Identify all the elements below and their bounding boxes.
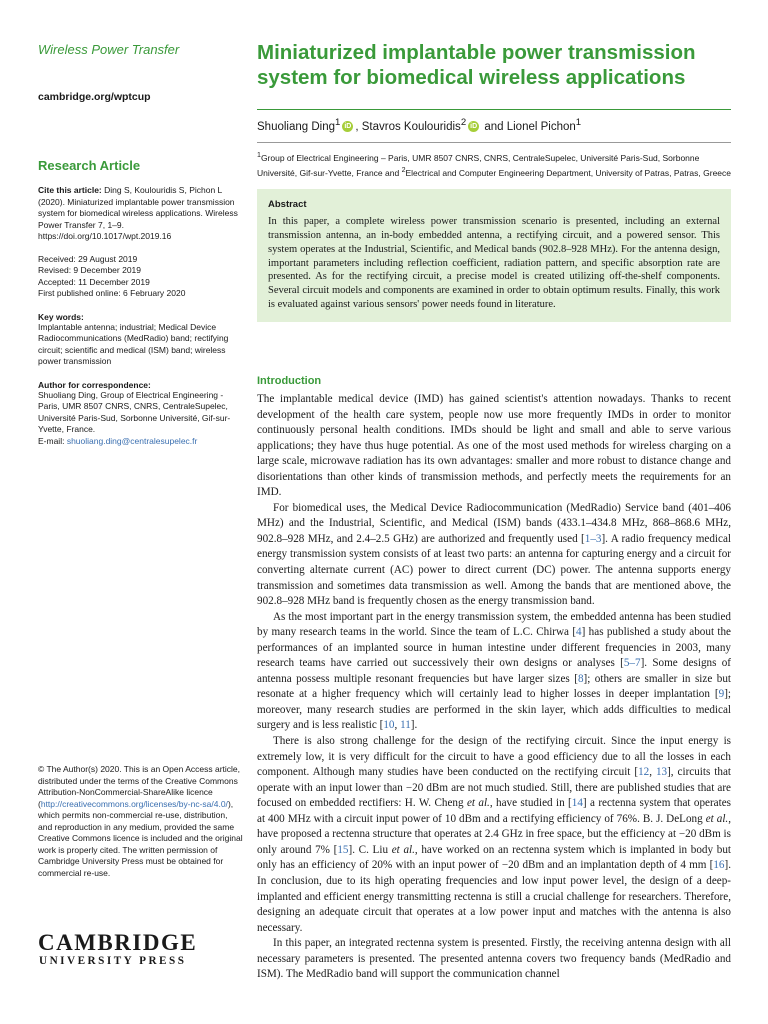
correspondence-text — [38, 390, 243, 448]
p2-text-b: ]. A radio frequency medical energy transmission system consists of at least two parts: an antenna for capturing energy and a circuit for converting alternate current (AC) power to direct current (DC) power. The antenna supports energy transmission and sometimes data transmission as well. Among the bands that are mentioned above, the 902.8–928 MHz band is frequently chosen as the energy transmission band. — [257, 532, 732, 608]
date-published: First published online: 6 February 2020 — [38, 288, 186, 298]
paragraph-3 — [257, 610, 731, 734]
keywords-heading: Key words: — [38, 311, 84, 322]
ref-link[interactable]: 9 — [718, 688, 725, 701]
left-sidebar — [38, 42, 243, 447]
ref-link[interactable]: 10 — [383, 719, 395, 732]
author-3-affil: 1 — [575, 117, 582, 128]
author-2: Stavros Koulouridis — [361, 120, 461, 133]
paragraph-1: The implantable medical device (IMD) has gained scientist's attention nowadays. Thanks to recent development of the health care system, people now use more frequently IMDs in order to monitor continuously personal health conditions. IMDs should be light and small and able to serve various applications; they have thus huge potential. As one of the most used methods for wireless charging on a large scale, microwave radiation has its own advantages: smaller and more robust to distance change and disorientations than other kinds of transmission methods, and perfectly meets the requirements for an IMD. — [257, 393, 731, 499]
author-sep: , — [355, 120, 362, 133]
author-1-affil: 1 — [335, 117, 341, 128]
ref-link[interactable]: 15 — [337, 843, 349, 856]
ref-link[interactable]: 13 — [655, 766, 668, 779]
p4-text: , — [649, 766, 656, 779]
paragraph-5: In this paper, an integrated rectenna system is presented. Firstly, the receiving antenna design with all necessary parameters is presented. The presented antenna covers two frequency bands (MedRadio and ISM). The MedRadio band will support the communication channel — [257, 937, 731, 981]
abstract-text: In this paper, a complete wireless power transmission scenario is presented, including an external transmission antenna, an in-body embedded antenna, a rectifying circuit, and a powered sensor. This system operates at the Industrial, Scientific, and Medical bands (902.8–928 MHz). For the antenna design, important parameters including reflection coefficient, radiation pattern, and specific absorption rate are presented. As for the rectifying circuit, a precise model is created utilizing off-the-shelf components. Several circuit models and components are examined in order to obtain optimum results. Finally, this work is evaluated against various sensors' power needs found in literature. — [268, 216, 720, 310]
p4-text: ], circuits that operate with an input lower than −20 dBm are not much studied. Still, there are published studies that are focused on embedded rectifiers: H. W. Cheng — [257, 766, 731, 810]
author-2-affil: 2 — [460, 117, 467, 128]
paragraph-4 — [257, 734, 731, 936]
p4-text: There is also strong challenge for the design of the rectifying circuit. Since the input energy is extremely low, it is very difficult for the circuit to have a good efficiency due to all the losses in each component. Although many studies have been conducted on the rectifying circuit [ — [257, 735, 731, 779]
author-3: Lionel Pichon — [506, 120, 576, 133]
date-received: Received: 29 August 2019 — [38, 253, 138, 264]
p4-text: , have proposed a rectenna structure that operates at 2.4 GHz in free space, but the efficiency at −20 dBm is only around 7% [ — [257, 812, 731, 856]
ref-link[interactable]: 12 — [638, 766, 650, 779]
email-link[interactable]: shuoliang.ding@centralesupelec.fr — [66, 435, 198, 446]
ref-link[interactable]: 5–7 — [623, 657, 641, 670]
ref-link[interactable]: 14 — [571, 797, 583, 810]
p4-italic: et al. — [391, 843, 415, 856]
p4-italic: et al. — [705, 812, 729, 825]
introduction-heading: Introduction — [257, 375, 322, 387]
ref-link[interactable]: 4 — [576, 626, 582, 639]
ref-link[interactable]: 16 — [713, 859, 725, 872]
correspondence-heading: Author for correspondence: — [38, 379, 151, 390]
author-list — [257, 117, 731, 133]
main-header — [257, 40, 731, 322]
cite-text: Ding S, Koulouridis S, Pichon L (2020). Miniaturized implantable power transmission system for biomedical wireless applications. Wireless Power Transfer 7, 1–9. https://doi.org/10.1017/wpt.2019.16 — [38, 185, 238, 241]
journal-name: Wireless Power Transfer — [38, 42, 180, 57]
p3-text: ]. Some designs of antenna possess multiple resonant frequencies but have larger sizes [ — [257, 657, 731, 685]
correspondence-address: Shuoliang Ding, Group of Electrical Engineering - Paris, UMR 8507 CNRS, CNRS, CentraleSupelec, Université Paris-Sud, Sorbonne Université, Gif-sur-Yvette, France. — [38, 389, 231, 434]
p4-text: , have studied in [ — [489, 797, 572, 810]
affil-sup-2: 2 — [401, 165, 406, 174]
abstract-box — [257, 189, 731, 322]
paragraph-2 — [257, 501, 731, 610]
author-and: and — [481, 120, 507, 133]
p4-text: ]. C. Liu — [348, 843, 392, 856]
ref-link[interactable]: 1–3 — [584, 532, 602, 545]
citation — [38, 185, 243, 243]
affil-text-1: Group of Electrical Engineering – Paris, UMR 8507 CNRS, CNRS, CentraleSupelec, Université Paris-Sud, Sorbonne Université, Gif-sur-Yvette, France and — [257, 152, 700, 178]
title-divider — [257, 109, 731, 110]
p2-text-a: For biomedical uses, the Medical Device Radiocommunication (MedRadio) Service band (401–406 MHz) and the Industrial, Scientific, and Medical (ISM) bands (433.1–434.8 MHz, 868–868.6 MHz, 902.8–928 MHz, and 2.4–2.5 GHz) are authorized and frequently used [ — [257, 501, 731, 545]
article-type: Research Article — [38, 158, 141, 173]
orcid-icon[interactable]: iD — [344, 123, 352, 131]
p3-text: As the most important part in the energy transmission system, the embedded antenna has been studied by many research teams in the world. Since the team of L.C. Chirwa [ — [257, 610, 731, 639]
license-text-a: © The Author(s) 2020. This is an Open Access article, distributed under the terms of the Creative Commons Attribution-NonCommercial-ShareAlike licence ( — [38, 764, 241, 809]
p3-text: , — [394, 719, 401, 732]
license-link[interactable]: http://creativecommons.org/licenses/by-nc-sa/4.0/ — [40, 798, 228, 809]
p3-text: ]. — [410, 719, 418, 732]
cite-label: Cite this article: — [38, 185, 102, 195]
p3-text: ] has published a study about the performances of an implanted source in human intestine under different frequencies in 2003, many research teams have carried out successively their own designs or analyses [ — [257, 626, 731, 670]
cambridge-logo — [38, 931, 248, 967]
journal-url[interactable]: cambridge.org/wptcup — [38, 91, 151, 103]
p4-text: ] a rectenna system that operates at 400 MHz with a circuit input power of 10 dBm and a rectifying efficiency of 76%. B. J. DeLong — [257, 797, 731, 825]
p3-text: ]; moreover, many research studies are performed in the skin layer, which adds difficulties to medical surgery and is less realistic [ — [257, 688, 731, 732]
abstract-heading: Abstract — [268, 199, 307, 211]
license-text-b: ), which permits non-commercial re-use, distribution, and reproduction in any medium, provided the same Creative Commons licence is included and the original work is properly cited. The written permission of Cambridge University Press must be obtained for commercial re-use. — [38, 798, 243, 878]
affil-sup-1: 1 — [257, 150, 261, 159]
p4-text: ]. In conclusion, due to its high operating frequencies and low input power level, the design of a deep-implanted and efficient energy transmitting rectenna is still a crucial challenge for researchers. Therefore, designing an adequate circuit that operates at a low power input and matches with the antenna is also necessary. — [257, 859, 731, 934]
ref-link[interactable]: 8 — [577, 672, 584, 685]
email-label: E-mail: — [38, 435, 67, 446]
article-title: Miniaturized implantable power transmission system for biomedical wireless applications — [257, 41, 696, 89]
license-notice — [38, 764, 243, 879]
affiliations — [257, 149, 731, 179]
logo-line2: UNIVERSITY PRESS — [39, 955, 187, 967]
affil-text-2: Electrical and Computer Engineering Department, University of Patras, Patras, Greece — [405, 167, 732, 178]
date-accepted: Accepted: 11 December 2019 — [38, 276, 150, 287]
logo-line1: CAMBRIDGE — [38, 930, 198, 955]
orcid-icon[interactable]: iD — [470, 123, 478, 131]
keywords-text: Implantable antenna; industrial; Medical Device Radiocommunications (MedRadio) band; rectifying circuit; scientific and medical (ISM) band; wireless power transmission — [38, 321, 229, 366]
authors-divider — [257, 142, 731, 143]
author-1: Shuoliang Ding — [257, 120, 336, 133]
p4-italic: et al. — [466, 797, 490, 810]
dates — [38, 254, 243, 300]
date-revised: Revised: 9 December 2019 — [38, 265, 142, 275]
p4-text: , have worked on an rectenna system which is implanted in body but only has an efficiency of 20% with an input power of −20 dBm and an implantation depth of 4 mm [ — [257, 843, 731, 872]
p3-text: ]; others are smaller in size but resonate at a higher frequency which will certainly lead to higher losses in deeper implantation [ — [257, 672, 731, 701]
ref-link[interactable]: 11 — [400, 719, 411, 732]
body-text — [257, 392, 731, 983]
